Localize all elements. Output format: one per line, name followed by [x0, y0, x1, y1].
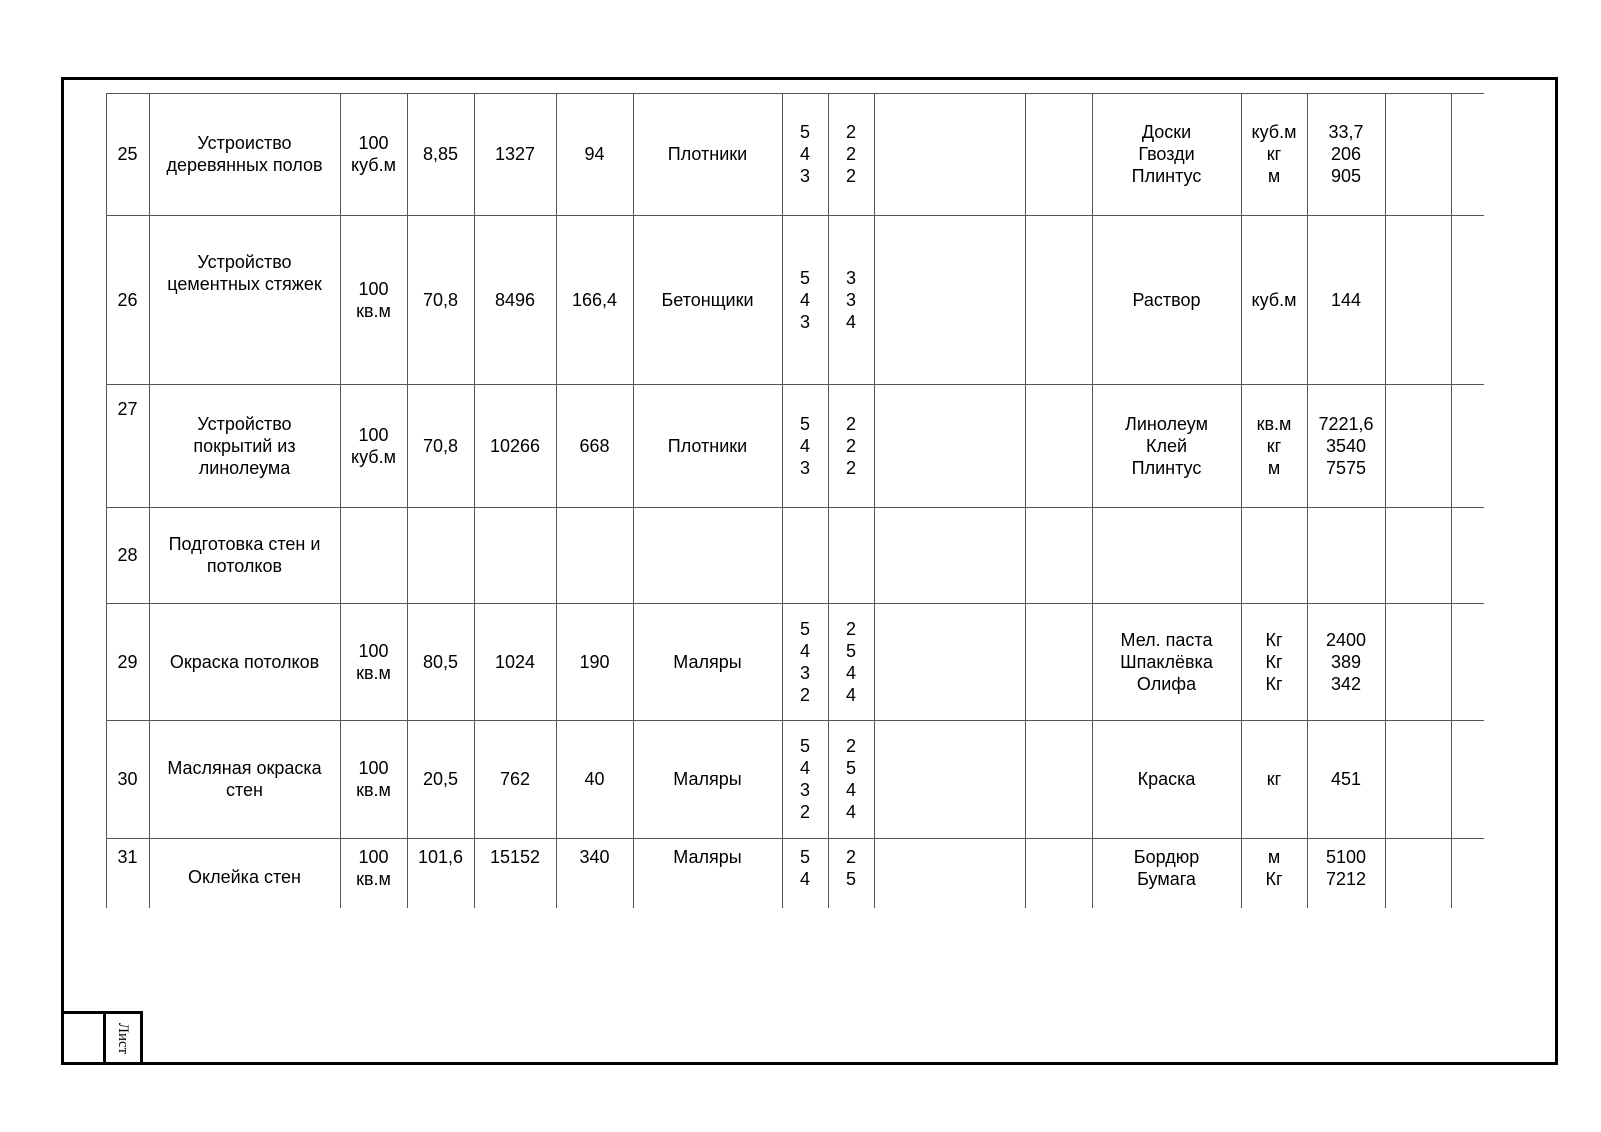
table-vertical-line: [340, 93, 341, 908]
cell-text: Раствор: [1132, 289, 1201, 310]
cell-mat-qty: [1307, 384, 1385, 507]
cell-blank2: [1025, 507, 1092, 603]
cell-text: Кг: [1265, 673, 1283, 694]
cell-text: 3: [799, 166, 810, 186]
cell-text: 4: [799, 758, 810, 778]
cell-blank2: [1025, 603, 1092, 720]
table-row: [106, 384, 1484, 508]
cell-text: 451: [1330, 769, 1362, 789]
cell-work: [149, 384, 340, 507]
cell-unit: [340, 507, 407, 603]
cell-text: 8496: [494, 289, 536, 310]
cell-mat-qty: [1307, 93, 1385, 215]
cell-text: 905: [1330, 166, 1362, 186]
cell-work: [149, 507, 340, 603]
table-vertical-line: [1092, 93, 1093, 908]
cell-qty: [407, 603, 474, 720]
cell-text: 100: [358, 640, 389, 661]
sheet-stamp: [61, 1011, 143, 1065]
cell-profession: [633, 93, 782, 215]
cell-unit: [340, 720, 407, 838]
cell-text: 100: [358, 424, 389, 445]
cell-qty: [407, 384, 474, 507]
cell-grade: [782, 507, 828, 603]
cell-days: [556, 838, 633, 908]
cell-text: Маляры: [673, 651, 742, 672]
cell-text: 27: [117, 399, 138, 419]
cell-grade: [782, 838, 828, 908]
cell-unit: [340, 838, 407, 908]
table-vertical-line: [828, 93, 829, 908]
cell-grade: [782, 603, 828, 720]
table-vertical-line: [1385, 93, 1386, 908]
cell-text: 4: [799, 640, 810, 661]
cell-count: [828, 603, 874, 720]
cell-text: 70,8: [422, 289, 459, 310]
cell-text: Мел. паста: [1120, 629, 1213, 650]
cell-mat-units: [1241, 93, 1307, 215]
cell-qty: [407, 93, 474, 215]
cell-text: Кг: [1265, 651, 1283, 672]
cell-text: Кг: [1265, 869, 1283, 889]
cell-text: 340: [579, 847, 610, 867]
cell-labor: [474, 507, 556, 603]
cell-text: Краска: [1137, 769, 1196, 789]
cell-text: 2: [845, 736, 856, 756]
cell-text: Шпаклёвка: [1120, 651, 1213, 672]
cell-grade: [782, 215, 828, 384]
cell-text: Линолеум: [1125, 413, 1208, 434]
table-vertical-line: [474, 93, 475, 908]
cell-no: [106, 720, 149, 838]
cell-mat-units: [1241, 838, 1307, 908]
cell-text: 5: [799, 847, 810, 867]
cell-labor: [474, 93, 556, 215]
cell-blank2: [1025, 838, 1092, 908]
cell-text: Олифа: [1136, 673, 1197, 694]
cell-text: 3: [845, 267, 856, 288]
table-vertical-line: [874, 93, 875, 908]
cell-text: 5: [799, 267, 810, 288]
cell-text: стен: [226, 780, 263, 800]
cell-text: Плинтус: [1131, 166, 1202, 186]
cell-text: 1327: [494, 144, 536, 164]
sheet-number-box: [61, 1011, 106, 1065]
cell-materials: [1092, 838, 1241, 908]
cell-text: 5: [845, 869, 856, 889]
cell-profession: [633, 384, 782, 507]
cell-mat-units: [1241, 603, 1307, 720]
table-vertical-line: [633, 93, 634, 908]
cell-text: 5100: [1325, 847, 1367, 867]
cell-text: 101,6: [417, 847, 464, 867]
work-schedule-table: [106, 93, 1484, 908]
cell-work: [149, 603, 340, 720]
cell-count: [828, 720, 874, 838]
cell-materials: [1092, 507, 1241, 603]
cell-days: [556, 384, 633, 507]
cell-materials: [1092, 720, 1241, 838]
cell-mat-qty: [1307, 507, 1385, 603]
cell-labor: [474, 838, 556, 908]
cell-count: [828, 838, 874, 908]
cell-blank2: [1025, 93, 1092, 215]
cell-text: м: [1267, 847, 1281, 867]
cell-text: 33,7: [1328, 122, 1364, 142]
cell-text: 4: [799, 144, 810, 164]
cell-qty: [407, 507, 474, 603]
cell-text: 4: [799, 435, 810, 456]
cell-blank1: [874, 720, 1025, 838]
cell-blank3: [1385, 384, 1451, 507]
cell-days: [556, 215, 633, 384]
cell-text: кв.м: [1256, 413, 1292, 434]
cell-days: [556, 507, 633, 603]
table-vertical-line: [1307, 93, 1308, 908]
cell-text: Клей: [1145, 435, 1188, 456]
sheet-label: Лист: [115, 1022, 132, 1054]
cell-text: 80,5: [422, 651, 459, 672]
cell-text: 70,8: [422, 435, 459, 456]
cell-text: 144: [1330, 289, 1362, 310]
cell-text: Бордюр: [1133, 847, 1200, 867]
cell-labor: [474, 720, 556, 838]
cell-text: 389: [1330, 651, 1362, 672]
cell-text: потолков: [206, 556, 283, 576]
cell-profession: [633, 838, 782, 908]
cell-count: [828, 384, 874, 507]
cell-text: 28: [117, 545, 138, 565]
cell-materials: [1092, 93, 1241, 215]
cell-profession: [633, 507, 782, 603]
cell-text: 30: [117, 769, 138, 789]
cell-text: Плотники: [667, 435, 748, 456]
cell-text: 26: [117, 289, 138, 310]
cell-materials: [1092, 215, 1241, 384]
cell-text: куб.м: [351, 446, 396, 467]
cell-no: [106, 384, 149, 507]
table-row: [106, 507, 1484, 604]
cell-text: 5: [845, 758, 856, 778]
cell-text: Подготовка стен и: [168, 534, 321, 554]
cell-blank1: [874, 93, 1025, 215]
cell-text: 2: [845, 413, 856, 434]
cell-blank2: [1025, 720, 1092, 838]
cell-text: Гвозди: [1138, 144, 1195, 164]
cell-text: 3540: [1325, 435, 1367, 456]
cell-text: Плинтус: [1131, 457, 1202, 478]
cell-blank3: [1385, 720, 1451, 838]
cell-blank2: [1025, 384, 1092, 507]
cell-text: 5: [799, 122, 810, 142]
cell-qty: [407, 838, 474, 908]
cell-grade: [782, 720, 828, 838]
cell-text: кв.м: [356, 780, 391, 800]
cell-work: [149, 838, 340, 908]
cell-count: [828, 507, 874, 603]
table-vertical-line: [1025, 93, 1026, 908]
cell-text: 2: [845, 457, 856, 478]
cell-grade: [782, 93, 828, 215]
cell-blank1: [874, 215, 1025, 384]
cell-blank1: [874, 838, 1025, 908]
cell-no: [106, 93, 149, 215]
cell-text: 5: [799, 413, 810, 434]
cell-text: 3: [799, 780, 810, 800]
cell-text: 2400: [1325, 629, 1367, 650]
cell-text: 2: [845, 435, 856, 456]
cell-unit: [340, 603, 407, 720]
cell-text: 4: [845, 662, 856, 683]
table-vertical-line: [149, 93, 150, 908]
cell-no: [106, 507, 149, 603]
cell-text: 5: [845, 640, 856, 661]
cell-text: куб.м: [1251, 289, 1297, 310]
table-row: [106, 215, 1484, 385]
cell-text: куб.м: [1251, 122, 1297, 142]
cell-text: 4: [845, 311, 856, 332]
cell-profession: [633, 603, 782, 720]
cell-labor: [474, 603, 556, 720]
cell-blank1: [874, 507, 1025, 603]
cell-text: 10266: [489, 435, 541, 456]
cell-unit: [340, 384, 407, 507]
cell-materials: [1092, 384, 1241, 507]
cell-no: [106, 603, 149, 720]
cell-work: [149, 93, 340, 215]
cell-text: кг: [1266, 769, 1282, 789]
cell-text: 25: [117, 144, 138, 164]
table-vertical-line: [407, 93, 408, 908]
cell-text: Маляры: [673, 769, 742, 789]
cell-count: [828, 93, 874, 215]
cell-text: 100: [358, 758, 389, 778]
sheet-label-box: [103, 1011, 143, 1065]
cell-text: 2: [845, 847, 856, 867]
cell-text: 31: [117, 847, 138, 867]
cell-text: Оклейка стен: [188, 867, 301, 887]
cell-text: 15152: [489, 847, 541, 867]
cell-text: 7212: [1325, 869, 1367, 889]
cell-blank1: [874, 603, 1025, 720]
cell-text: 166,4: [571, 289, 618, 310]
cell-profession: [633, 720, 782, 838]
cell-text: 5: [799, 618, 810, 639]
cell-qty: [407, 215, 474, 384]
cell-text: Устроиство: [197, 133, 292, 153]
cell-text: 1024: [494, 651, 536, 672]
cell-text: 206: [1330, 144, 1362, 164]
cell-text: 100: [358, 278, 389, 299]
cell-text: 668: [579, 435, 610, 456]
cell-labor: [474, 215, 556, 384]
cell-text: 2: [845, 618, 856, 639]
cell-text: Кг: [1265, 629, 1283, 650]
cell-text: 40: [584, 769, 605, 789]
cell-blank3: [1385, 507, 1451, 603]
cell-text: 3: [799, 457, 810, 478]
cell-text: Устройство: [197, 413, 292, 434]
cell-blank2: [1025, 215, 1092, 384]
cell-text: кг: [1266, 144, 1282, 164]
cell-blank1: [874, 384, 1025, 507]
cell-text: 4: [845, 802, 856, 822]
cell-mat-units: [1241, 507, 1307, 603]
cell-profession: [633, 215, 782, 384]
cell-days: [556, 93, 633, 215]
cell-text: м: [1267, 457, 1281, 478]
cell-unit: [340, 93, 407, 215]
cell-unit: [340, 215, 407, 384]
table-row: [106, 93, 1484, 216]
cell-text: 100: [358, 133, 389, 153]
table-vertical-line: [1451, 93, 1452, 908]
cell-text: 2: [845, 122, 856, 142]
cell-materials: [1092, 603, 1241, 720]
cell-mat-qty: [1307, 603, 1385, 720]
cell-text: 4: [845, 780, 856, 800]
cell-text: 2: [845, 144, 856, 164]
cell-text: Маляры: [673, 847, 742, 867]
cell-text: Масляная окраска: [167, 758, 322, 778]
cell-mat-qty: [1307, 215, 1385, 384]
cell-mat-qty: [1307, 720, 1385, 838]
cell-blank3: [1385, 838, 1451, 908]
cell-days: [556, 603, 633, 720]
cell-text: 7575: [1325, 457, 1367, 478]
cell-text: 2: [845, 166, 856, 186]
cell-text: покрытий из: [193, 435, 296, 456]
cell-work: [149, 720, 340, 838]
cell-text: кв.м: [356, 662, 391, 683]
cell-no: [106, 215, 149, 384]
cell-text: 2: [799, 802, 810, 822]
cell-qty: [407, 720, 474, 838]
table-row: [106, 603, 1484, 721]
cell-text: 100: [358, 847, 389, 867]
cell-text: Плотники: [667, 144, 748, 164]
table-row: [106, 838, 1484, 908]
table-vertical-line: [556, 93, 557, 908]
cell-work: [149, 215, 340, 384]
cell-labor: [474, 384, 556, 507]
table-vertical-line: [1241, 93, 1242, 908]
cell-days: [556, 720, 633, 838]
cell-text: 2: [799, 684, 810, 705]
cell-text: 3: [845, 289, 856, 310]
cell-blank3: [1385, 93, 1451, 215]
cell-blank3: [1385, 603, 1451, 720]
cell-text: 3: [799, 662, 810, 683]
cell-blank3: [1385, 215, 1451, 384]
cell-no: [106, 838, 149, 908]
cell-text: 8,85: [422, 144, 459, 164]
cell-text: 20,5: [422, 769, 459, 789]
cell-text: кв.м: [356, 869, 391, 889]
cell-text: цементных стяжек: [167, 274, 322, 294]
table-row: [106, 720, 1484, 839]
cell-text: Устройство: [197, 252, 292, 272]
cell-text: 29: [117, 651, 138, 672]
cell-text: 762: [499, 769, 531, 789]
cell-text: Доски: [1141, 122, 1192, 142]
cell-text: 4: [799, 869, 810, 889]
cell-text: Бумага: [1137, 869, 1196, 889]
cell-text: 7221,6: [1318, 413, 1374, 434]
cell-text: Бетонщики: [661, 289, 754, 310]
cell-text: 190: [579, 651, 610, 672]
cell-text: 4: [845, 684, 856, 705]
table-vertical-line: [106, 93, 107, 908]
cell-mat-units: [1241, 720, 1307, 838]
cell-text: кв.м: [356, 300, 391, 321]
cell-text: Окраска потолков: [169, 651, 320, 672]
cell-text: 3: [799, 311, 810, 332]
cell-text: 94: [584, 144, 605, 164]
table-vertical-line: [782, 93, 783, 908]
cell-count: [828, 215, 874, 384]
cell-text: кг: [1266, 435, 1282, 456]
cell-text: 342: [1330, 673, 1362, 694]
cell-mat-qty: [1307, 838, 1385, 908]
cell-text: 5: [799, 736, 810, 756]
cell-text: 4: [799, 289, 810, 310]
cell-text: м: [1267, 166, 1281, 186]
cell-mat-units: [1241, 215, 1307, 384]
cell-text: деревянных полов: [166, 155, 323, 175]
cell-text: линолеума: [198, 457, 291, 478]
cell-grade: [782, 384, 828, 507]
cell-mat-units: [1241, 384, 1307, 507]
cell-text: куб.м: [351, 155, 396, 175]
